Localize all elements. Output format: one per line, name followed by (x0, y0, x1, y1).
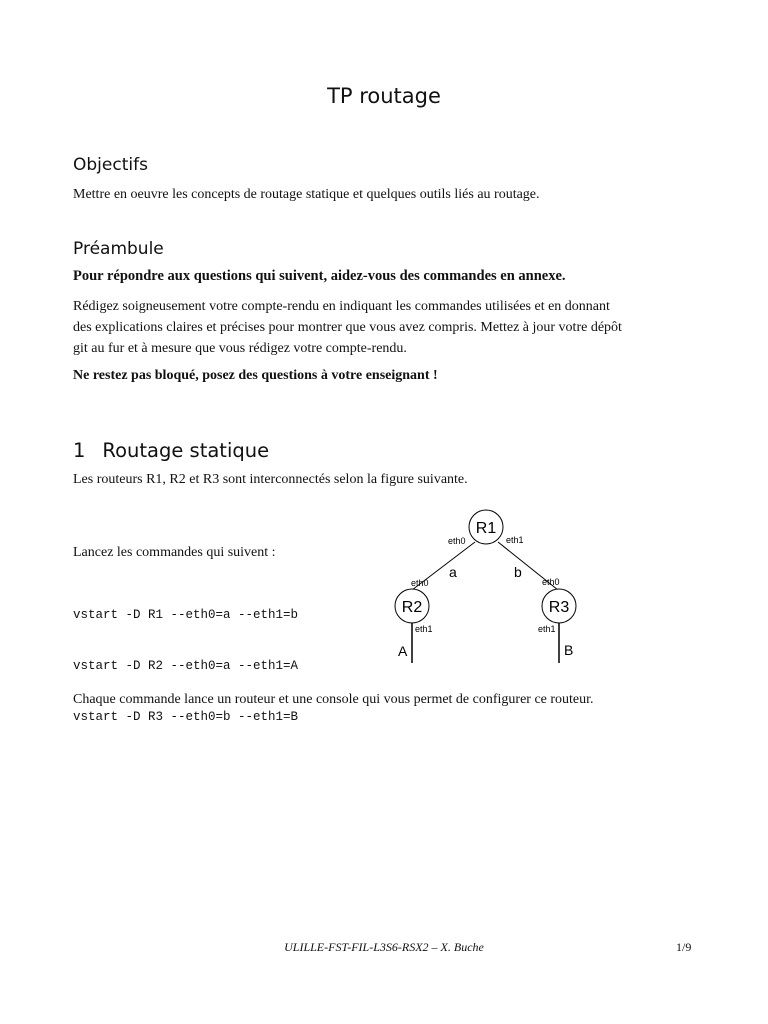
preambule-bold-intro: Pour répondre aux questions qui suivent, aidez-vous des commandes en annexe. (73, 268, 566, 284)
link-B-label: B (564, 642, 574, 658)
command-line: vstart -D R2 --eth0=a --eth1=A (73, 659, 299, 673)
r3-eth1-label: eth1 (538, 624, 556, 634)
page-title: TP routage (327, 84, 441, 108)
r2-eth0-label: eth0 (411, 578, 429, 588)
preambule-line: des explications claires et précises pour montrer que vous avez compris. Mettez à jour votre dépôt (73, 320, 622, 335)
r2-eth1-label: eth1 (415, 624, 433, 634)
network-diagram (380, 505, 600, 670)
objectifs-heading: Objectifs (73, 155, 148, 175)
preambule-heading: Préambule (73, 239, 164, 259)
page-number: 1/9 (676, 940, 692, 954)
command-block (73, 573, 298, 743)
link-a-label: a (449, 564, 457, 580)
section1-closing: Chaque commande lance un routeur et une console qui vous permet de configurer ce routeur. (73, 692, 594, 707)
section-number: 1 (73, 439, 86, 462)
r3-eth0-label: eth0 (542, 577, 560, 587)
commands-intro: Lancez les commandes qui suivent : (73, 545, 276, 560)
r1-eth1-label: eth1 (506, 535, 524, 545)
objectifs-text: Mettre en oeuvre les concepts de routage statique et quelques outils liés au routage. (73, 187, 540, 202)
preambule-line: Rédigez soigneusement votre compte-rendu en indiquant les commandes utilisées et en donnant (73, 299, 610, 314)
preambule-warning: Ne restez pas bloqué, posez des questions à votre enseignant ! (73, 368, 438, 383)
command-line: vstart -D R1 --eth0=a --eth1=b (73, 608, 299, 622)
preambule-line: git au fur et à mesure que vous rédigez votre compte-rendu. (73, 341, 407, 356)
link-b-label: b (514, 564, 522, 580)
command-line: vstart -D R3 --eth0=b --eth1=B (73, 710, 299, 724)
section1-heading (73, 439, 269, 462)
section1-intro: Les routeurs R1, R2 et R3 sont interconnectés selon la figure suivante. (73, 472, 468, 487)
link-A-label: A (398, 643, 408, 659)
section-title: Routage statique (102, 439, 270, 462)
footer-text: ULILLE-FST-FIL-L3S6-RSX2 – X. Buche (284, 940, 484, 954)
router-r2-label: R2 (401, 599, 423, 616)
router-r1-label: R1 (475, 520, 497, 537)
router-r3-label: R3 (548, 599, 570, 616)
r1-eth0-label: eth0 (448, 536, 466, 546)
preambule-paragraph (73, 296, 703, 359)
